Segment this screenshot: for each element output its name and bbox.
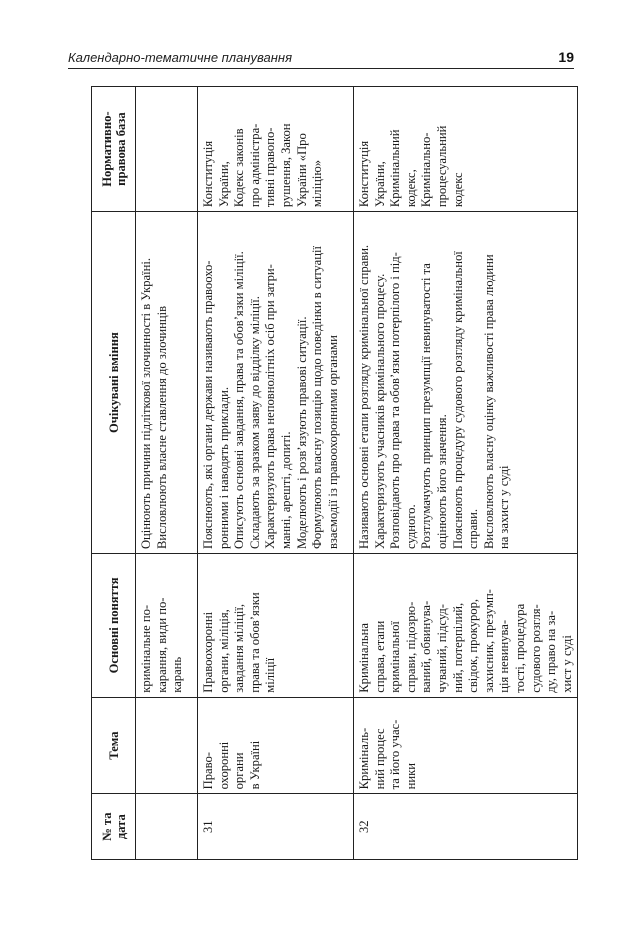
row-law bbox=[136, 87, 198, 212]
row-law: Конституція України, Кримінальний кодекс, Кримінально- процесуальний кодекс bbox=[354, 87, 578, 212]
row-skills: Оцінюють причини підліткової злочинності в Україні. Висловлюють власне ставлення до злочинців bbox=[136, 212, 198, 554]
column-header-skills: Очікувані вміння bbox=[92, 212, 136, 554]
row-law: Конституція України, Кодекс законів про адміністра- тивні правопо- рушення, Закон України «Про міліцію» bbox=[198, 87, 354, 212]
page-header bbox=[68, 50, 574, 70]
row-skills: Називають основні етапи розгляду кримінальної справи. Характеризують учасників кримінального процесу. Розповідають про права та обов’язки потерпілого і під- судного. Розтлумачують принцип презумпції невинуватості та оцінюють його значення. Пояснюють процедуру судового розгляду кримінальної справи. Висловлюють власну оцінку важливості права людини на захист у суді bbox=[354, 212, 578, 554]
table-row bbox=[198, 87, 354, 860]
table-row bbox=[136, 87, 198, 860]
rotated-table-container bbox=[91, 86, 574, 860]
page-number: 19 bbox=[558, 49, 574, 65]
table-row bbox=[354, 87, 578, 860]
running-title: Календарно-тематичне планування bbox=[68, 50, 293, 65]
row-number: 31 bbox=[198, 794, 354, 860]
row-concepts: Правоохоронні органи, міліція, завдання міліції, права та обов’язки міліції bbox=[198, 554, 354, 698]
row-number bbox=[136, 794, 198, 860]
row-skills: Пояснюють, які органи держави називають правоохо- ронними і наводять приклади. Описують основні завдання, права та обов’язки міліції. Складають за зразком заяву до відділку міліції. Характеризують права неповнолітніх осіб при затри- манні, арешті, допиті. Моделюють і розв’язують правові ситуації. Формулюють власну позицію щодо поведінки в ситуації взаємодії із правоохоронними органами bbox=[198, 212, 354, 554]
row-topic bbox=[136, 697, 198, 794]
column-header-concepts: Основні поняття bbox=[92, 554, 136, 698]
column-header-law: Нормативно- правова база bbox=[92, 87, 136, 212]
row-concepts: Кримінальна справа, етапи кримінальної справи, підозрю- ваний, обвинува- чуваний, підсуд- ний, потерпілий, свідок, прокурор, захисник, презумп- ція невинува- тості, процедура судового розгля- ду, право на за- хист у суді bbox=[354, 554, 578, 698]
table-header-row bbox=[92, 87, 136, 860]
column-header-number-date: № та дата bbox=[92, 794, 136, 860]
planning-table bbox=[91, 86, 578, 860]
row-topic: Право- охоронні органи в Україні bbox=[198, 697, 354, 794]
row-topic: Криміналь- ний процес та його учас- ники bbox=[354, 697, 578, 794]
row-concepts: кримінальне по- карання, види по- карань bbox=[136, 554, 198, 698]
header-rule bbox=[68, 68, 574, 69]
row-number: 32 bbox=[354, 794, 578, 860]
column-header-topic: Тема bbox=[92, 697, 136, 794]
